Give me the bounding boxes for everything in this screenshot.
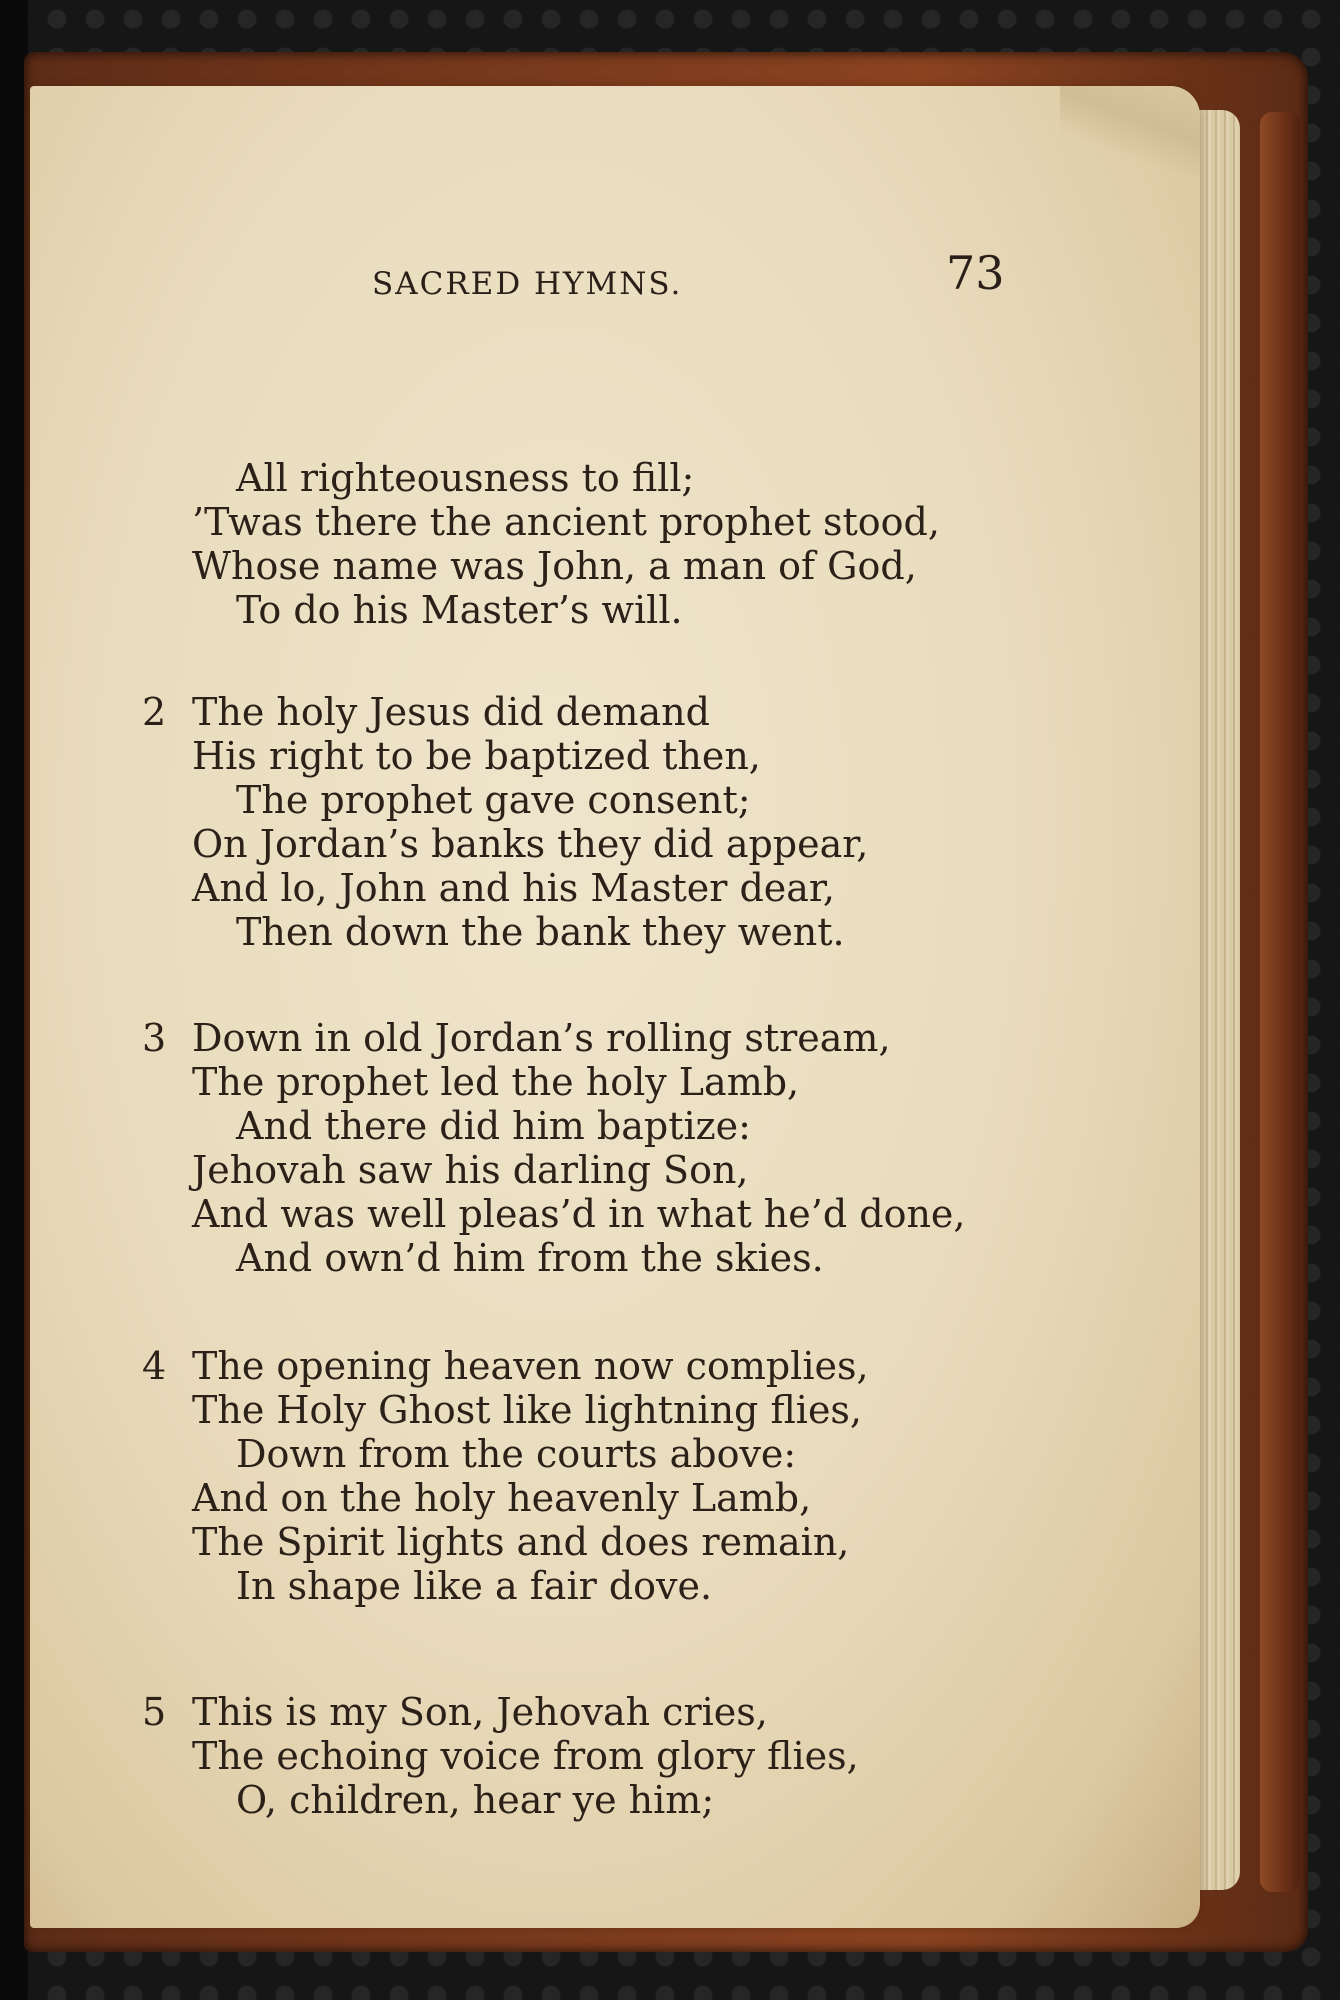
verse-line: And lo, John and his Master dear, xyxy=(192,866,835,910)
verse-line: The Spirit lights and does remain, xyxy=(192,1520,850,1564)
verse-line: O, children, hear ye him; xyxy=(236,1778,715,1822)
verse-number: 3 xyxy=(142,1016,167,1060)
verse-line: The echoing voice from glory flies, xyxy=(192,1734,859,1778)
verse-number: 4 xyxy=(142,1344,167,1388)
verse-line: Then down the bank they went. xyxy=(236,910,845,954)
verse-line: His right to be baptized then, xyxy=(192,734,761,778)
verse-line: Down in old Jordan’s rolling stream, xyxy=(192,1016,891,1060)
verse-line: The holy Jesus did demand xyxy=(192,690,710,734)
verse-line: This is my Son, Jehovah cries, xyxy=(192,1690,768,1734)
verse-line: On Jordan’s banks they did appear, xyxy=(192,822,869,866)
verse-line: And own’d him from the skies. xyxy=(236,1236,824,1280)
verse-line: ’Twas there the ancient prophet stood, xyxy=(192,500,940,544)
verse-line: The opening heaven now complies, xyxy=(192,1344,869,1388)
verse-line: The prophet gave consent; xyxy=(236,778,751,822)
verse-line: To do his Master’s will. xyxy=(236,588,683,632)
verse-line: And was well pleas’d in what he’d done, xyxy=(192,1192,966,1236)
verse-line: Jehovah saw his darling Son, xyxy=(192,1148,749,1192)
verse-line: The Holy Ghost like lightning flies, xyxy=(192,1388,863,1432)
verse-line: Whose name was John, a man of God, xyxy=(192,544,917,588)
running-title: SACRED HYMNS. xyxy=(372,266,683,302)
page-number: 73 xyxy=(946,246,1005,300)
verse-line: And on the holy heavenly Lamb, xyxy=(192,1476,812,1520)
verse-line: Down from the courts above: xyxy=(236,1432,797,1476)
verse-line: All righteousness to fill; xyxy=(236,456,695,500)
verse-number: 5 xyxy=(142,1690,167,1734)
verse-line: In shape like a fair dove. xyxy=(236,1564,713,1608)
verse-line: The prophet led the holy Lamb, xyxy=(192,1060,800,1104)
verse-number: 2 xyxy=(142,690,167,734)
verse-line: And there did him baptize: xyxy=(236,1104,751,1148)
